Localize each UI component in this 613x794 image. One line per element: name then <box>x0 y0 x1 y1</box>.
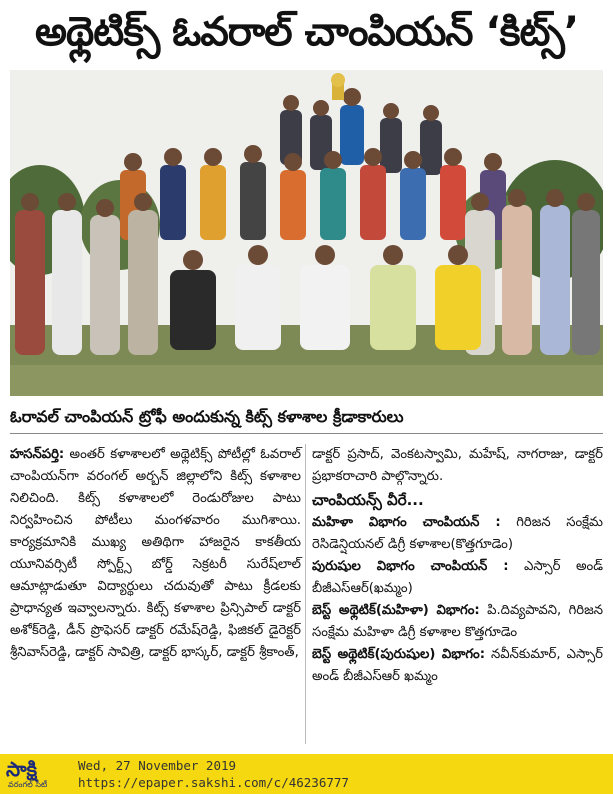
epaper-link[interactable]: https://epaper.sakshi.com/c/46236777 <box>78 775 349 790</box>
caption-rule <box>10 433 603 434</box>
entry-label: బెస్ట్ అథ్లెటిక్(మహిళా) విభాగం: <box>312 603 480 618</box>
column-divider <box>305 444 306 744</box>
entry-text: గిరిజన సంక్షేమ రెసిడెన్షియనల్ డిగ్రీ కళాశాల(కొత్తగూడెం) <box>312 515 603 552</box>
right-column-intro: డాక్టర్ ప్రసాద్, వెంకటస్వామి, మహేష్, నాగరాజు, డాక్టర్ ప్రభాకరాచారి పాల్గొన్నారు. <box>312 447 603 484</box>
champion-entry <box>312 644 603 688</box>
champion-entry <box>312 556 603 600</box>
headline: అథ్లెటిక్స్ ఓవరాల్ చాంపియన్ ‘కిట్స్’ <box>34 9 579 55</box>
entry-label: మహిళా విభాగం చాంపియన్ : <box>312 515 501 530</box>
entry-text: ఎస్సార్ అండ్ బీజీఎస్‌ఆర్(ఖమ్మం) <box>312 559 603 596</box>
article-body: అంతర్ కళాశాలలో అథ్లెటిక్స్ పోటీల్లో ఓవరాల్ చాంపియన్‌గా వరంగల్ అర్బన్ జిల్లాలోని కిట్స్ కళాశాల నిలిచింది. కిట్స్ కళాశాలలో రెండురోజుల పాటు నిర్వహించిన పోటీలు మంగళవారం ముగిశాయి. కార్యక్రమానికి ముఖ్య అతిథిగా హాజరైన కాకతీయ యూనివర్సిటీ స్పోర్ట్స్ బోర్డ్ సెక్రటరీ సురేష్‌లాల్ ఆమాట్లాడుతూ విద్యార్థులు చదువుతో పాటు క్రీడలకు ప్రాధాన్యత ఇవ్వాలన్నారు. కిట్స్ కళాశాల ప్రిన్సిపాల్ డాక్టర్ అశోక్‌రెడ్డి, డీన్ ప్రొఫెసర్ డాక్టర్ రమేష్‌రెడ్డి, ఫిజికల్ డైరెక్టర్ శ్రీనివాస్‌రెడ్డి, డాక్టర్ సావిత్రి, డాక్టర్ భాస్కర్, డాక్టర్ శ్రీకాంత్, <box>10 447 301 660</box>
logo-edition: వరంగల్ సిటీ <box>8 780 48 789</box>
sakshi-logo[interactable] <box>6 758 64 792</box>
entry-label: బెస్ట్ అథ్లెటిక్(పురుషుల) విభాగం: <box>312 647 485 662</box>
entry-text: నవీన్‌కుమార్, ఎస్సార్ అండ్ బీజీఎస్‌ఆర్ ఖమ్మం <box>312 647 603 684</box>
logo-wordmark: సాక్షి <box>6 757 38 781</box>
entry-label: పురుషుల విభాగం చాంపియన్ : <box>312 559 509 574</box>
right-column <box>312 444 603 688</box>
team-photo-illustration <box>10 70 603 396</box>
photo-caption: ఓరావల్ చాంపియన్ ట్రోఫీ అందుకున్న కిట్స్ కళాశాల క్రీడాకారులు <box>10 407 404 426</box>
champion-entry <box>312 600 603 644</box>
champions-subhead: చాంపియన్స్ వీరే... <box>312 491 424 509</box>
champion-entry <box>312 512 603 556</box>
left-column <box>10 444 301 664</box>
dateline: హసన్‌పర్తి: <box>10 447 65 462</box>
entry-text: పి.దివ్యపావని, గిరిజన సంక్షేమ మహిళా డిగ్రీ కళాశాల కొత్తగూడెం <box>312 603 604 640</box>
publication-date: Wed, 27 November 2019 <box>78 758 237 773</box>
epaper-footer <box>0 754 613 794</box>
left-column-paragraph <box>10 444 301 664</box>
team-photo <box>10 70 603 396</box>
